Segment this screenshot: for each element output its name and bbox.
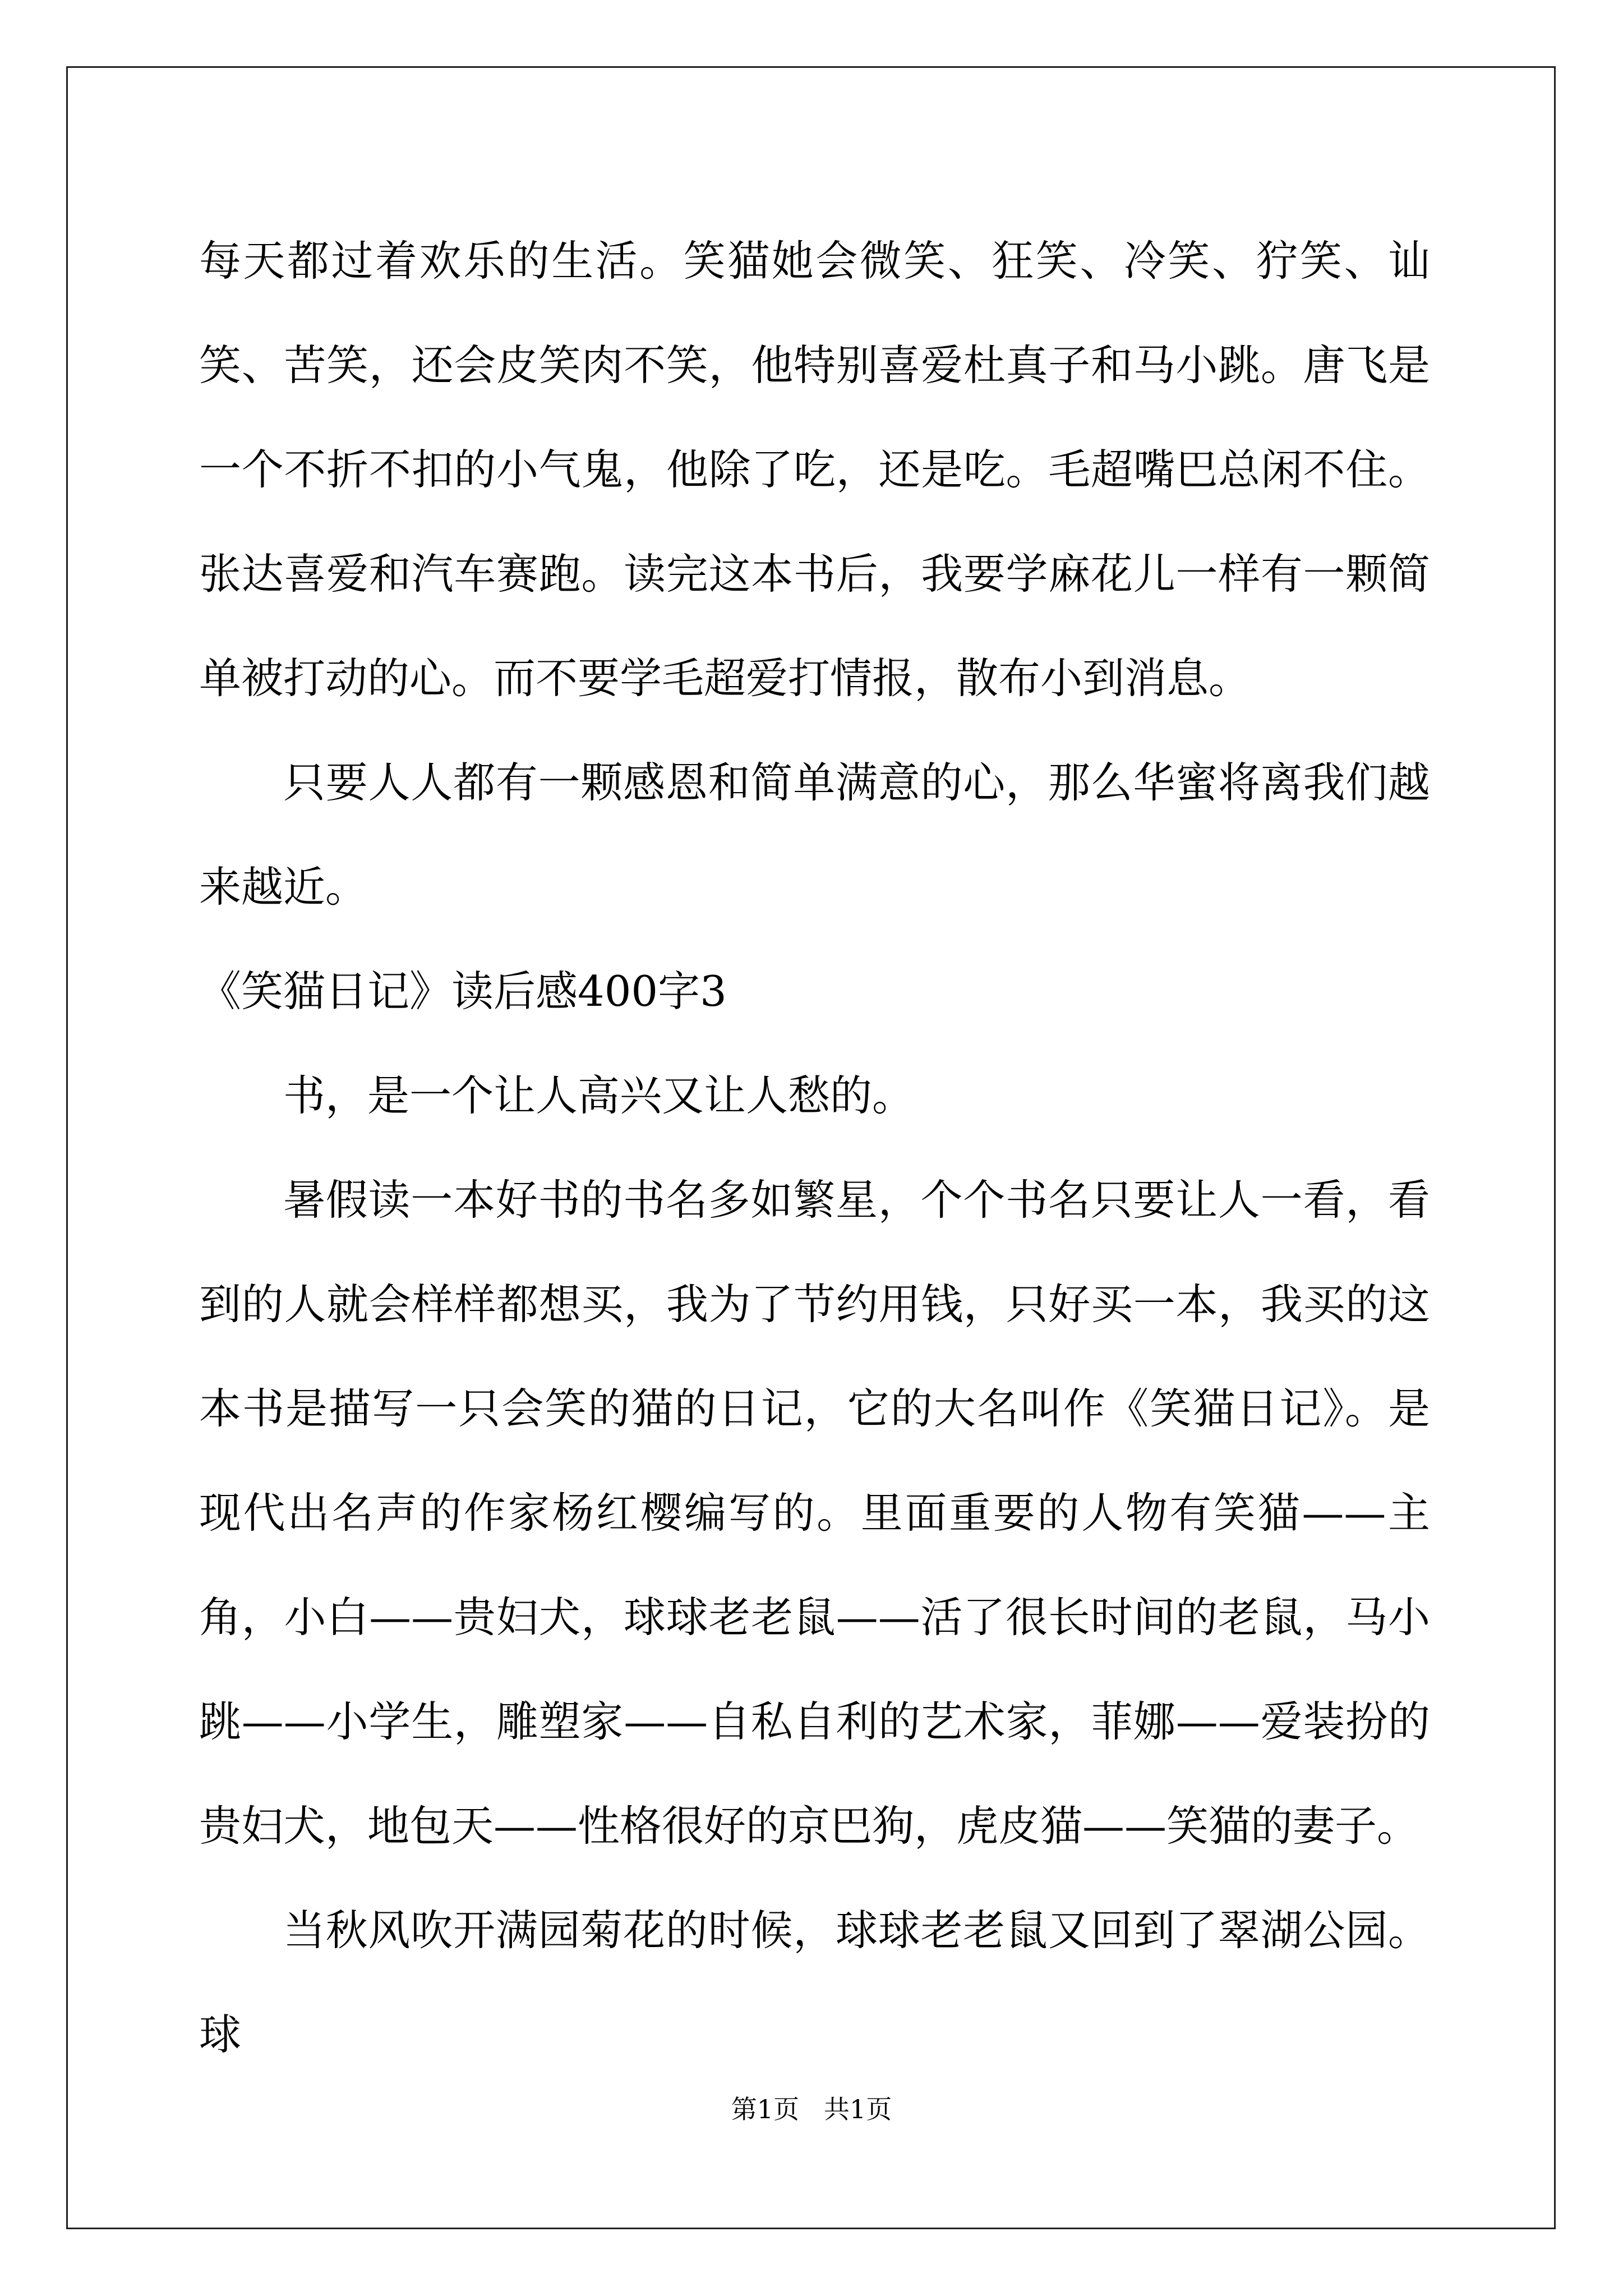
paragraph-4: 暑假读一本好书的书名多如繁星，个个书名只要让人一看，看到的人就会样样都想买，我为了节约用钱，只好买一本，我买的这本书是描写一只会笑的猫的日记，它的大名叫作《笑猫日记》。是现代出名声的作家杨红樱编写的。里面重要的人物有笑猫——主角，小白——贵妇犬，球球老老鼠——活了很长时间的老鼠，马小跳——小学生，雕塑家——自私自利的艺术家，菲娜——爱装扮的贵妇犬，地包天——性格很好的京巴狗，虎皮猫——笑猫的妻子。 bbox=[199, 1175, 1430, 1851]
document-body bbox=[199, 209, 1430, 2087]
paragraph-2: 只要人人都有一颗感恩和简单满意的心，那么华蜜将离我们越来越近。 bbox=[199, 758, 1430, 912]
paragraph-1: 每天都过着欢乐的生活。笑猫她会微笑、狂笑、冷笑、狞笑、讪笑、苦笑，还会皮笑肉不笑，他特别喜爱杜真子和马小跳。唐飞是一个不折不扣的小气鬼，他除了吃，还是吃。毛超嘴巴总闲不住。张达喜爱和汽车赛跑。读完这本书后，我要学麻花儿一样有一颗简单被打动的心。而不要学毛超爱打情报，散布小到消息。 bbox=[199, 236, 1430, 703]
paragraph-5: 当秋风吹开满园菊花的时候，球球老老鼠又回到了翠湖公园。球 bbox=[199, 1906, 1430, 2059]
paragraph-3: 书，是一个让人高兴又让人愁的。 bbox=[283, 1071, 915, 1120]
page-footer: 第1页 共1页 bbox=[731, 2094, 892, 2124]
section-heading: 《笑猫日记》读后感400字3 bbox=[199, 967, 727, 1016]
